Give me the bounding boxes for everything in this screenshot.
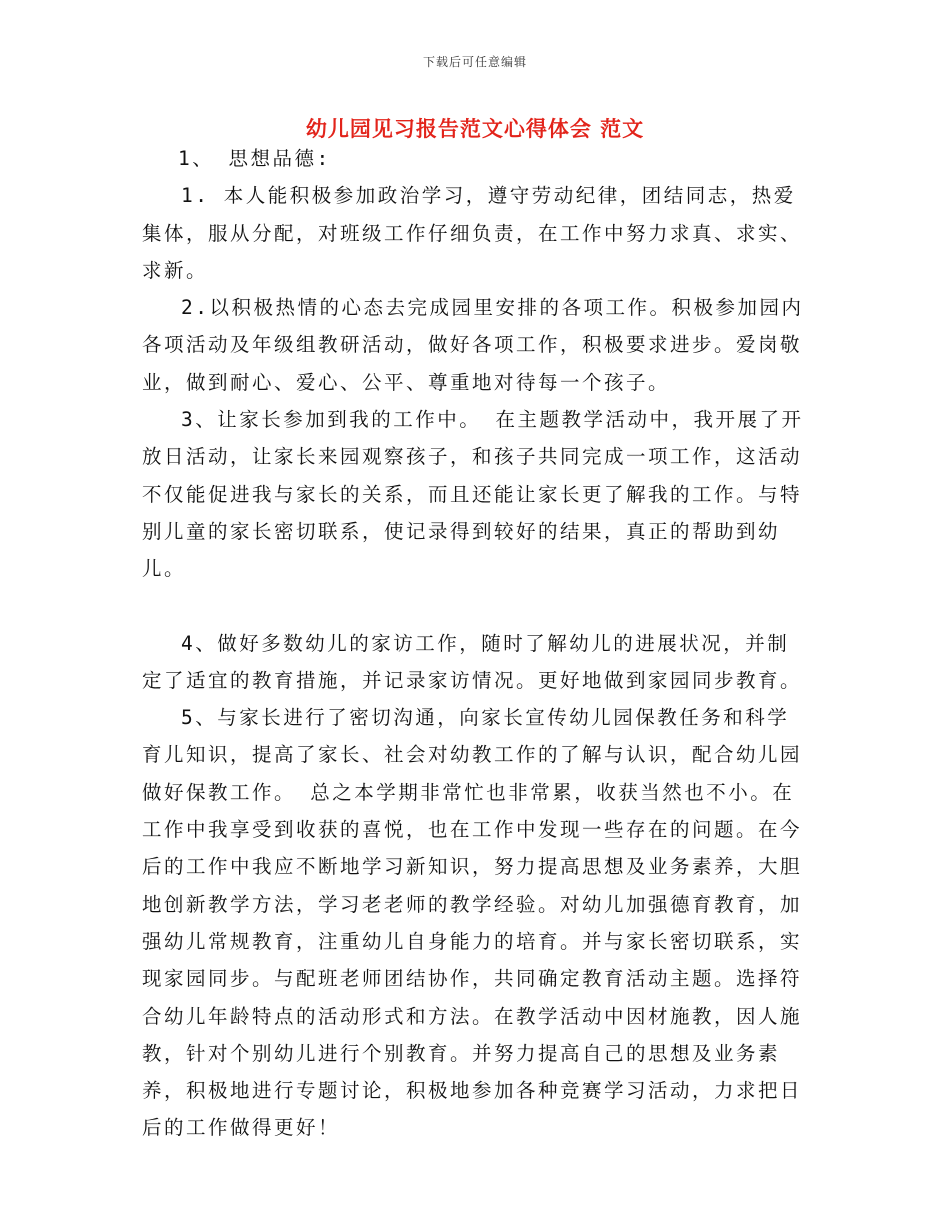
paragraph-4: 4、做好多数幼儿的家访工作，随时了解幼儿的进展状况，并制定了适宜的教育措施，并记录家访情况。更好地做到家园同步教育。 (142, 631, 803, 692)
header-note: 下载后可任意编辑 (422, 55, 527, 69)
paragraph-5: 5、与家长进行了密切沟通，向家长宣传幼儿园保教任务和科学育儿知识，提高了家长、社会对幼教工作的了解与认识，配合幼儿园做好保教工作。 总之本学期非常忙也非常累，收获当然也不小。在工作中我享受到收获的喜悦，也在工作中发现一些存在的问题。在今后的工作中我应不断地学习新知识，努力提高思想及业务素养，大胆地创新教学方法，学习老老师的教学经验。对幼儿加强德育教育，加强幼儿常规教育，注重幼儿自身能力的培育。并与家长密切联系，实现家园同步。与配班老师团结协作，共同确定教育活动主题。选择符合幼儿年龄特点的活动形式和方法。在教学活动中因材施教，因人施教，针对个别幼儿进行个别教育。并努力提高自己的思想及业务素养，积极地进行专题讨论，积极地参加各种竞赛学习活动，力求把日后的工作做得更好！ (142, 706, 803, 1140)
document-title: 幼儿园见习报告范文心得体会 范文 (305, 116, 645, 141)
paragraph-1: 1. 本人能积极参加政治学习，遵守劳动纪律，团结同志，热爱集体，服从分配，对班级工作仔细负责，在工作中努力求真、求实、求新。 (142, 184, 803, 282)
paragraph-2: 2.以积极热情的心态去完成园里安排的各项工作。积极参加园内各项活动及年级组教研活动，做好各项工作，积极要求进步。爱岗敬业，做到耐心、爱心、公平、尊重地对待每一个孩子。 (142, 296, 804, 394)
paragraph-3: 3、让家长参加到我的工作中。 在主题教学活动中，我开展了开放日活动，让家长来园观察孩子，和孩子共同完成一项工作，这活动不仅能促进我与家长的关系，而且还能让家长更了解我的工作。与特别儿童的家长密切联系，使记录得到较好的结果，真正的帮助到幼儿。 (142, 408, 804, 581)
section-heading: 1、 思想品德: (178, 147, 331, 170)
document-body (142, 140, 810, 1147)
